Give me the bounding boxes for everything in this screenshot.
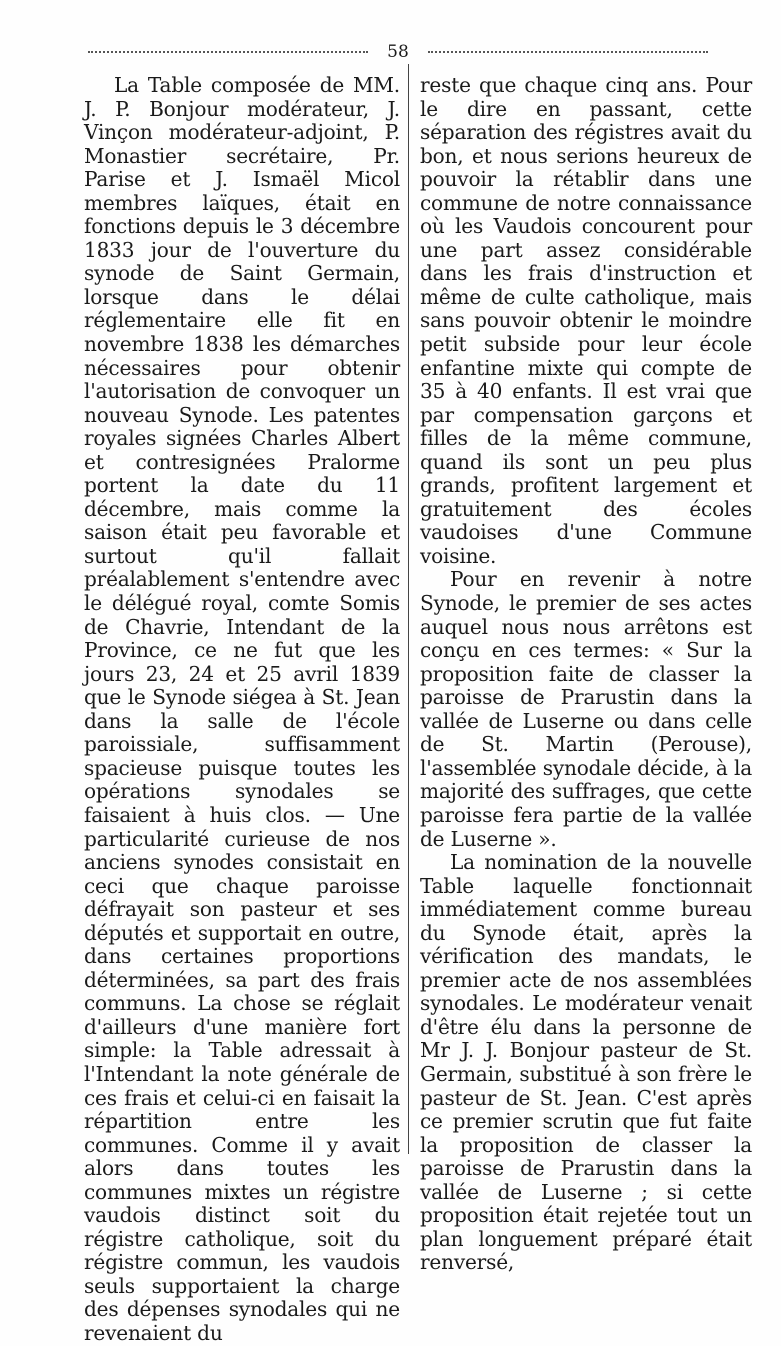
header-rule-right	[428, 51, 708, 53]
header-rule-left	[88, 51, 368, 53]
column-divider	[408, 64, 409, 1154]
right-column	[420, 74, 752, 1275]
page-header	[88, 42, 708, 62]
right-paragraph-1: reste que chaque cinq ans. Pour le dire en passant, cette séparation des régistres avait du bon, et nous serions heureux de pouvoir la rétablir dans une commune de notre connaissance où les Vaudois concourent pour une part assez considérable dans les frais d'instruction et même de culte catholique, mais sans pouvoir obtenir le moindre petit subside pour leur école enfantine mixte qui compte de 35 à 40 enfants. Il est vrai que par compensation garçons et filles de la même commune, quand ils sont un peu plus grands, profitent largement et gratuitement des écoles vaudoises d'une Commune voisine.	[420, 73, 752, 568]
right-paragraph-3: La nomination de la nouvelle Table laquelle fonctionnait immédiatement comme bureau du Synode était, après la vérification des mandats, le premier acte de nos assemblées synodales. Le modérateur venait d'être élu dans la personne de Mr J. J. Bonjour pasteur de St. Germain, substitué à son frère le pasteur de St. Jean. C'est après ce premier scrutin que fut faite la proposition de classer la paroisse de Prarustin dans la vallée de Luserne ; si cette proposition était rejetée tout un plan longuement préparé était renversé,	[420, 850, 752, 1275]
left-paragraph: La Table composée de MM. J. P. Bonjour modérateur, J. Vinçon modérateur-adjoint, P. Monastier secrétaire, Pr. Parise et J. Ismaël Micol membres laïques, était en fonctions depuis le 3 décembre 1833 jour de l'ouverture du synode de Saint Germain, lorsque dans le délai réglementaire elle fit en novembre 1838 les démarches nécessaires pour obtenir l'autorisation de convoquer un nouveau Synode. Les patentes royales signées Charles Albert et contresignées Pralorme portent la date du 11 décembre, mais comme la saison était peu favorable et surtout qu'il fallait préalablement s'entendre avec le délégué royal, comte Somis de Chavrie, Intendant de la Province, ce ne fut que les jours 23, 24 et 25 avril 1839 que le Synode siégea à St. Jean dans la salle de l'école paroissiale, suffisamment spacieuse puisque toutes les opérations synodales se faisaient à huis clos. — Une particularité curieuse de nos anciens synodes consistait en ceci que chaque paroisse défrayait son pasteur et ses députés et supportait en outre, dans certaines proportions déterminées, sa part des frais communs. La chose se réglait d'ailleurs d'une manière fort simple: la Table adressait à l'Intendant la note générale de ces frais et celui-ci en faisait la répartition entre les communes. Comme il y avait alors dans toutes les communes mixtes un régistre vaudois distinct soit du régistre catholique, soit du régistre commun, les vaudois seuls supportaient la charge des dépenses synodales qui ne revenaient du	[84, 73, 400, 1345]
left-column	[84, 74, 400, 1346]
page-number: 58	[387, 42, 409, 62]
right-paragraph-2: Pour en revenir à notre Synode, le premier de ses actes auquel nous nous arrêtons est conçu en ces termes: « Sur la proposition faite de classer la paroisse de Prarustin dans la vallée de Luserne ou dans celle de St. Martin (Perouse), l'assemblée synodale décide, à la majorité des suffrages, que cette paroisse fera partie de la vallée de Luserne ».	[420, 567, 752, 851]
